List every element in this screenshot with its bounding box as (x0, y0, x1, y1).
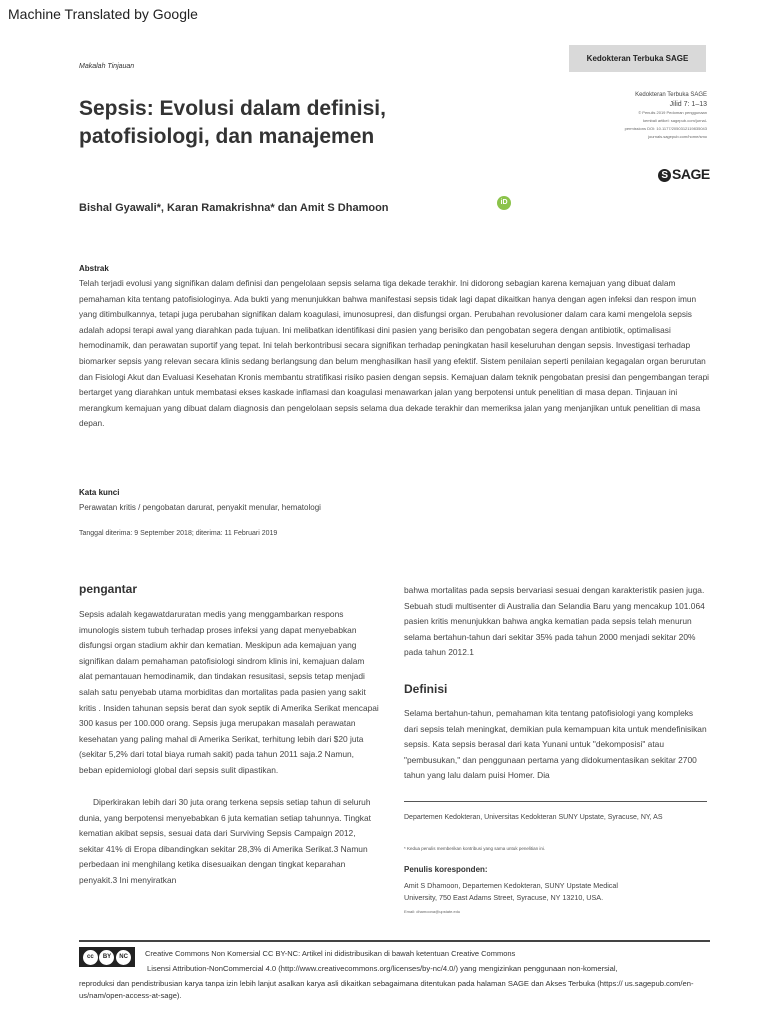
right-column-paragraph-1: bahwa mortalitas pada sepsis bervariasi sesuai dengan karakteristik pasien juga. Sebuah studi multisenter di Australia dan Selandia Baru yang mencakup 101.064 pasien kritis menunjukkan bahwa angka kematian pada sepsis telah menurun selama bertahun-tahun dari sekitar 35% pada tahun 2000 menjadi sekitar 20% pada tahun 2012.1 (404, 585, 705, 658)
meta-volume: Jilid 7: 1–13 (669, 101, 707, 108)
title-line-2: patofisiologi, dan manajemen (79, 125, 375, 148)
definition-heading: Definisi (404, 682, 448, 696)
by-icon: BY (99, 950, 114, 965)
machine-translated-banner (8, 6, 198, 22)
cc-license-badge (79, 947, 135, 967)
meta-copyright: © Penulis 2019 Pedoman penggunaan (638, 110, 707, 115)
license-divider (79, 940, 710, 942)
orcid-icon[interactable]: iD (497, 196, 511, 210)
corresponding-author-heading: Penulis koresponden: (404, 865, 488, 874)
affiliation-note: Departemen Kedokteran, Universitas Kedokteran SUNY Upstate, Syracuse, NY, AS (404, 814, 663, 821)
abstract-body: Telah terjadi evolusi yang signifikan dalam definisi dan pengelolaan sepsis selama tiga dekade terakhir. Ini didorong sebagian karena kemajuan yang dibuat dalam pemahaman kita tentang patofisiologinya. Ada bukti yang menunjukkan bahwa manifestasi sepsis tidak lagi dapat dikaitkan hanya dengan agen infeksi dan respon imun yang ditimbulkannya, tetapi juga perubahan signifikan dalam koagulasi, imunosupresi, dan disfungsi organ. Perubahan revolusioner dalam cara kami mengelola sepsis adalah adopsi terapi awal yang diarahkan pada tujuan. Ini melibatkan identifikasi dini pasien yang berisiko dan pengobatan segera dengan antibiotik, optimalisasi hemodinamik, dan perawatan suportif yang tepat. Ini telah berkontribusi secara signifikan terhadap peningkatan hasil keseluruhan dengan sepsis. Investigasi terhadap biomarker sepsis yang relevan secara klinis sedang berlangsung dan belum menghasilkan hasil yang efektif. Sistem penilaian seperti penilaian kegagalan organ berurutan dan Fisiologi Akut dan Evaluasi Kesehatan Kronis membantu stratifikasi risiko pasien dengan sepsis. Kemajuan dalam teknik pengobatan presisi dan pengembangan terapi bertarget yang diarahkan untuk membatasi ekses kaskade inflamasi dan koagulasi menawarkan jalan yang berpotensi untuk penelitian di masa depan. Tinjauan ini merangkum kemajuan yang dibuat dalam diagnosis dan pengelolaan sepsis selama dua dekade terakhir dan memeriksa jalan yang menjanjikan untuk penelitian di masa depan. (79, 278, 710, 429)
meta-doi: permissions DOI: 10.1177/2050312119835043 (624, 126, 707, 131)
meta-homepage: journals.sagepub.com/home/smo (648, 134, 707, 139)
equal-contribution-note: * Kedua penulis memberikan kontribusi yang sama untuk penelitian ini. (404, 846, 546, 851)
intro-paragraph-1: Sepsis adalah kegawatdaruratan medis yang menggambarkan respons imunologis sistem tubuh terhadap proses infeksi yang dapat menyebabkan disfungsi organ stadium akhir dan kematian. Meskipun ada kemajuan yang signifikan dalam pemahaman patofisiologi sindrom klinis ini, kemajuan dalam alat pemantauan hemodinamik, dan tindakan resusitasi, sepsis tetap menjadi salah satu penyebab utama morbiditas dan mortalitas pada pasien yang sakit kritis . Insiden tahunan sepsis berat dan syok septik di Amerika Serikat mencapai 300 kasus per 100.000 orang. Sepsis juga merupakan masalah perawatan kesehatan yang paling mahal di Amerika Serikat, terhitung lebih dari $20 juta (sekitar 5,2% dari total biaya rumah sakit) pada tahun 2011 saja.2 Namun, beban epidemiologi global dari sepsis sulit dipastikan. (79, 609, 379, 775)
journal-meta (625, 91, 707, 141)
cc-icon: cc (83, 950, 98, 965)
google-attribution: by Google (134, 6, 198, 22)
article-type-label: Makalah Tinjauan (79, 63, 135, 70)
license-line-3: reproduksi dan pendistribusian karya tanpa izin lebih lanjut asalkan karya asli dikaitkan sebagaimana ditentukan pada halaman SAGE dan Akses Terbuka (https:// us.sagepub.com/en-us/nam/open-access-at-sage). (79, 979, 694, 1000)
author-list: Bishal Gyawali*, Karan Ramakrishna* dan Amit S Dhamoon (79, 202, 389, 214)
sage-logo-text: SAGE (672, 166, 710, 182)
journal-brand-box: Kedokteran Terbuka SAGE (569, 45, 706, 72)
keywords-body: Perawatan kritis / pengobatan darurat, penyakit menular, hematologi (79, 503, 321, 512)
author-email[interactable]: Email: dhamoona@upstate.edu (404, 909, 461, 914)
meta-journal-name: Kedokteran Terbuka SAGE (635, 92, 707, 98)
article-title (79, 95, 439, 151)
sage-s-icon: S (658, 169, 671, 182)
sage-logo (658, 166, 710, 182)
abstract-heading: Abstrak (79, 264, 109, 273)
title-line-1: Sepsis: Evolusi dalam definisi, (79, 97, 386, 120)
license-line-2: Lisensi Attribution-NonCommercial 4.0 (http://www.creativecommons.org/licenses/by-nc/4.0/) yang mengizinkan penggunaan non-komersial, (147, 964, 618, 973)
machine-translated-text: Machine Translated (8, 6, 131, 22)
meta-reuse: kembali artikel: sagepub.com/jurnal- (642, 118, 707, 123)
intro-paragraph-2: Diperkirakan lebih dari 30 juta orang terkena sepsis setiap tahun di seluruh dunia, yang berpotensi menyebabkan 6 juta kematian setiap tahunnya. Tingkat kematian akibat sepsis, sesuai data dari Surviving Sepsis Campaign 2012, sekitar 41% di Eropa dibandingkan sekitar 28,3% di Amerika Serikat.3 Namun perbedaan ini menghilang ketika disesuaikan dengan tingkat keparahan penyakit.3 Ini menyiratkan (79, 797, 371, 885)
license-line-1: Creative Commons Non Komersial CC BY-NC: Artikel ini didistribusikan di bawah ketentuan Creative Commons (145, 949, 516, 958)
nc-icon: NC (116, 950, 131, 965)
footnote-divider (404, 801, 707, 802)
received-dates: Tanggal diterima: 9 September 2018; diterima: 11 Februari 2019 (79, 530, 278, 537)
keywords-heading: Kata kunci (79, 488, 120, 497)
corr-line-2: University, 750 East Adams Street, Syracuse, NY 13210, USA. (404, 893, 604, 902)
corresponding-author-address (404, 880, 704, 904)
definition-paragraph: Selama bertahun-tahun, pemahaman kita tentang patofisiologi yang kompleks dari sepsis telah meningkat, demikian pula kemampuan kita untuk mendefinisikan sepsis. Kata sepsis berasal dari kata Yunani untuk "dekomposisi" atau "pembusukan," dan penggunaan pertama yang didokumentasikan sekitar 2700 tahun yang lalu dalam puisi Homer. Dia (404, 708, 707, 781)
intro-heading: pengantar (79, 582, 138, 596)
corr-line-1: Amit S Dhamoon, Departemen Kedokteran, SUNY Upstate Medical (404, 881, 618, 890)
